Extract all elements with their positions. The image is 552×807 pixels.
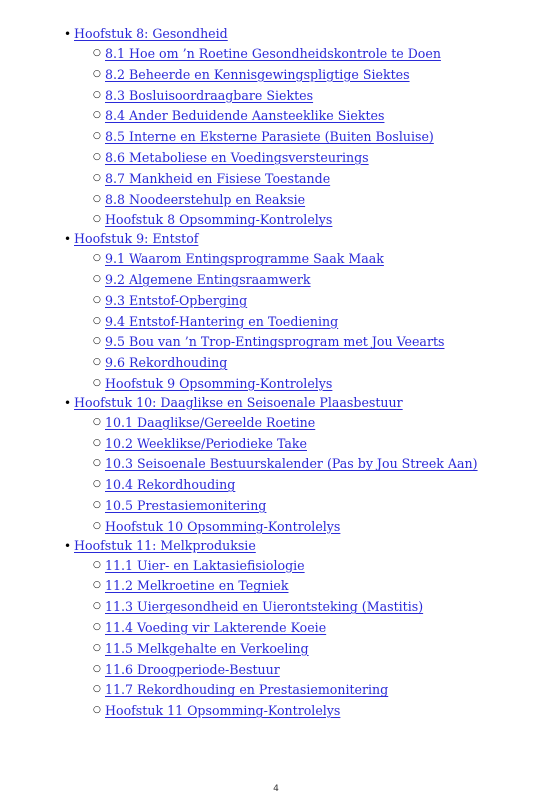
section-link[interactable]: 11.1 Uier- en Laktasiefisiologie xyxy=(105,557,305,573)
chapter-heading xyxy=(64,394,534,413)
toc-section xyxy=(93,190,534,211)
toc-section xyxy=(93,127,534,148)
section-link[interactable]: 8.2 Beheerde en Kennisgewingspligtige Siektes xyxy=(105,66,410,82)
circle-bullet-icon: ○ xyxy=(93,89,101,100)
toc-section xyxy=(93,291,534,312)
section-link[interactable]: 11.2 Melkroetine en Tegniek xyxy=(105,578,289,594)
section-link[interactable]: 9.6 Rekordhouding xyxy=(105,355,228,371)
section-link[interactable]: 8.5 Interne en Eksterne Parasiete (Buiten Bosluise) xyxy=(105,129,434,145)
circle-bullet-icon: ○ xyxy=(93,357,101,368)
toc-section xyxy=(93,106,534,127)
chapter-heading xyxy=(64,26,534,44)
toc-section xyxy=(93,353,534,374)
toc-section xyxy=(93,556,534,577)
toc-section xyxy=(93,597,534,618)
circle-bullet-icon: ○ xyxy=(93,663,101,674)
circle-bullet-icon: ○ xyxy=(93,273,101,284)
toc-chapter xyxy=(64,26,534,231)
toc-section xyxy=(93,434,534,455)
circle-bullet-icon: ○ xyxy=(93,336,101,347)
circle-bullet-icon: ○ xyxy=(93,684,101,695)
section-link[interactable]: 10.5 Prestasiemonitering xyxy=(105,497,267,513)
toc-section xyxy=(93,413,534,434)
circle-bullet-icon: ○ xyxy=(93,416,101,427)
section-link[interactable]: 11.6 Droogperiode-Bestuur xyxy=(105,661,280,677)
toc-section xyxy=(93,332,534,353)
circle-bullet-icon: ○ xyxy=(93,294,101,305)
toc-section xyxy=(93,312,534,333)
section-link[interactable]: 8.8 Noodeerstehulp en Reaksie xyxy=(105,191,306,207)
toc-section xyxy=(93,475,534,496)
chapter-heading xyxy=(64,537,534,556)
circle-bullet-icon: ○ xyxy=(93,580,101,591)
summary-checklist-link[interactable]: Hoofstuk 10 Opsomming-Kontrolelys xyxy=(105,518,341,534)
chapter-link[interactable]: Hoofstuk 8: Gesondheid xyxy=(74,26,228,41)
section-link[interactable]: 8.1 Hoe om ’n Roetine Gesondheidskontrole te Doen xyxy=(105,46,441,61)
page-number: 4 xyxy=(273,784,279,794)
circle-bullet-icon: ○ xyxy=(93,705,101,716)
toc-section xyxy=(93,44,534,65)
toc-section xyxy=(93,517,534,538)
bullet-icon: • xyxy=(64,27,72,41)
summary-checklist-link[interactable]: Hoofstuk 11 Opsomming-Kontrolelys xyxy=(105,703,341,719)
toc-section xyxy=(93,169,534,190)
circle-bullet-icon: ○ xyxy=(93,131,101,142)
section-link[interactable]: 10.1 Daaglikse/Gereelde Roetine xyxy=(105,414,316,430)
circle-bullet-icon: ○ xyxy=(93,601,101,612)
circle-bullet-icon: ○ xyxy=(93,193,101,204)
toc-section xyxy=(93,210,534,231)
circle-bullet-icon: ○ xyxy=(93,437,101,448)
circle-bullet-icon: ○ xyxy=(93,499,101,510)
section-list xyxy=(74,249,534,395)
section-link[interactable]: 11.4 Voeding vir Lakterende Koeie xyxy=(105,619,327,635)
section-list xyxy=(74,556,534,722)
circle-bullet-icon: ○ xyxy=(93,151,101,162)
section-list xyxy=(74,44,534,231)
toc-section xyxy=(93,454,534,475)
circle-bullet-icon: ○ xyxy=(93,377,101,388)
section-link[interactable]: 10.3 Seisoenale Bestuurskalender (Pas by Jou Streek Aan) xyxy=(105,456,478,472)
toc-section xyxy=(93,270,534,291)
summary-checklist-link[interactable]: Hoofstuk 9 Opsomming-Kontrolelys xyxy=(105,375,333,391)
bullet-icon: • xyxy=(64,538,72,553)
circle-bullet-icon: ○ xyxy=(93,621,101,632)
toc-section xyxy=(93,576,534,597)
circle-bullet-icon: ○ xyxy=(93,172,101,183)
section-link[interactable]: 11.5 Melkgehalte en Verkoeling xyxy=(105,640,309,656)
table-of-contents xyxy=(64,26,534,722)
chapter-link[interactable]: Hoofstuk 9: Entstof xyxy=(74,231,199,247)
circle-bullet-icon: ○ xyxy=(93,68,101,79)
section-link[interactable]: 8.3 Bosluisoordraagbare Siektes xyxy=(105,87,314,103)
toc-section xyxy=(93,249,534,270)
toc-section xyxy=(93,639,534,660)
section-link[interactable]: 9.1 Waarom Entingsprogramme Saak Maak xyxy=(105,251,384,267)
toc-chapter xyxy=(64,231,534,395)
circle-bullet-icon: ○ xyxy=(93,479,101,490)
section-link[interactable]: 9.4 Entstof-Hantering en Toediening xyxy=(105,313,339,329)
summary-checklist-link[interactable]: Hoofstuk 8 Opsomming-Kontrolelys xyxy=(105,212,333,228)
toc-section xyxy=(93,374,534,395)
toc-section xyxy=(93,148,534,169)
toc-chapter xyxy=(64,395,534,538)
circle-bullet-icon: ○ xyxy=(93,214,101,225)
chapter-heading xyxy=(64,231,534,249)
toc-section xyxy=(93,701,534,722)
section-link[interactable]: 10.2 Weeklikse/Periodieke Take xyxy=(105,435,307,451)
circle-bullet-icon: ○ xyxy=(93,642,101,653)
circle-bullet-icon: ○ xyxy=(93,559,101,570)
section-link[interactable]: 9.2 Algemene Entingsraamwerk xyxy=(105,271,311,287)
chapter-link[interactable]: Hoofstuk 10: Daaglikse en Seisoenale Plaasbestuur xyxy=(74,394,403,410)
section-link[interactable]: 11.7 Rekordhouding en Prestasiemonitering xyxy=(105,682,389,698)
toc-section xyxy=(93,496,534,517)
bullet-icon: • xyxy=(64,395,72,410)
toc-section xyxy=(93,86,534,107)
section-link[interactable]: 8.4 Ander Beduidende Aansteeklike Siektes xyxy=(105,108,385,124)
section-link[interactable]: 8.6 Metaboliese en Voedingsversteurings xyxy=(105,149,369,165)
circle-bullet-icon: ○ xyxy=(93,48,101,58)
toc-section xyxy=(93,660,534,681)
toc-section xyxy=(93,680,534,701)
circle-bullet-icon: ○ xyxy=(93,253,101,264)
circle-bullet-icon: ○ xyxy=(93,458,101,469)
section-link[interactable]: 9.5 Bou van ’n Trop-Entingsprogram met Jou Veearts xyxy=(105,334,445,350)
circle-bullet-icon: ○ xyxy=(93,315,101,326)
circle-bullet-icon: ○ xyxy=(93,520,101,531)
section-link[interactable]: 9.3 Entstof-Opberging xyxy=(105,292,248,308)
toc-section xyxy=(93,618,534,639)
section-link[interactable]: 10.4 Rekordhouding xyxy=(105,477,236,493)
chapter-link[interactable]: Hoofstuk 11: Melkproduksie xyxy=(74,537,256,553)
toc-chapter xyxy=(64,538,534,722)
bullet-icon: • xyxy=(64,232,72,247)
section-link[interactable]: 8.7 Mankheid en Fisiese Toestande xyxy=(105,170,331,186)
toc-section xyxy=(93,65,534,86)
circle-bullet-icon: ○ xyxy=(93,110,101,121)
section-list xyxy=(74,413,534,538)
section-link[interactable]: 11.3 Uiergesondheid en Uierontsteking (Mastitis) xyxy=(105,599,424,615)
